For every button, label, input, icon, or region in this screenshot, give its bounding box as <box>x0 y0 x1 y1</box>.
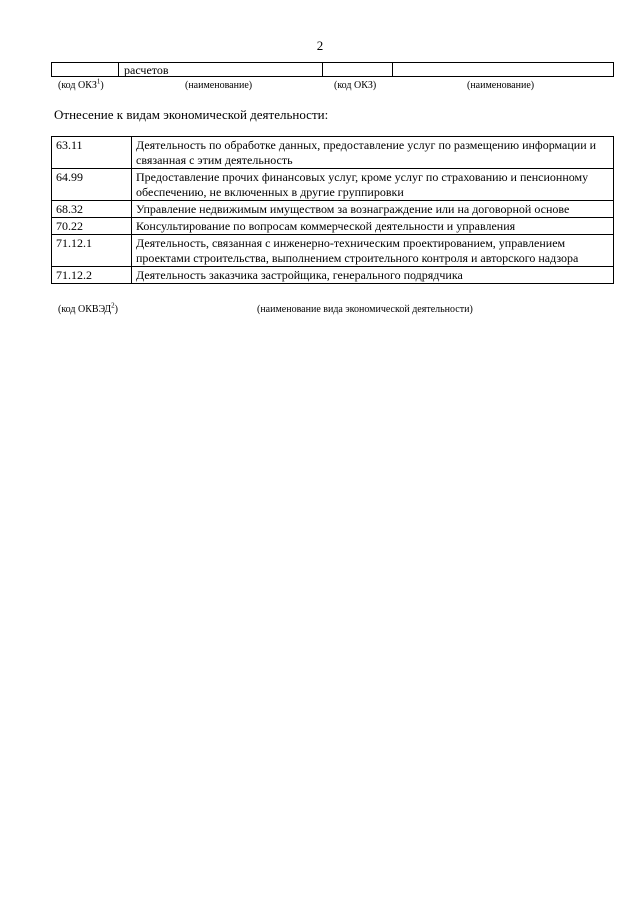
okz-cell-divider <box>392 63 393 76</box>
okved-code: 70.22 <box>52 218 132 235</box>
okved-code: 64.99 <box>52 169 132 201</box>
table-row <box>52 267 614 284</box>
okved-code: 68.32 <box>52 201 132 218</box>
table-row <box>52 169 614 201</box>
table-row <box>52 235 614 267</box>
okved-code-caption: (код ОКВЭД$^2$) <box>58 301 118 315</box>
okved-name: Управление недвижимым имуществом за вознаграждение или на договорной основе <box>132 201 614 218</box>
okz-code-caption: (код ОКЗ$^1$) <box>58 77 104 91</box>
okz-cell-divider <box>118 63 119 76</box>
okved-code: 71.12.2 <box>52 267 132 284</box>
okz-table <box>51 62 614 77</box>
okved-name: Предоставление прочих финансовых услуг, кроме услуг по страхованию и пенсионному обеспечению, не включенных в другие группировки <box>132 169 614 201</box>
okved-code: 63.11 <box>52 137 132 169</box>
okved-table <box>51 136 614 284</box>
okved-name-caption: (наименование вида экономической деятельности) <box>257 304 473 315</box>
okved-name: Деятельность, связанная с инженерно-техническим проектированием, управлением проектами строительства, выполнением строительного контроля и авторского надзора <box>132 235 614 267</box>
okved-name: Деятельность по обработке данных, предоставление услуг по размещению информации и связанная с этим деятельность <box>132 137 614 169</box>
okz-name-caption-2: (наименование) <box>467 80 535 91</box>
table-row <box>52 218 614 235</box>
okved-name: Деятельность заказчика застройщика, генерального подрядчика <box>132 267 614 284</box>
okved-code: 71.12.1 <box>52 235 132 267</box>
table-row <box>52 201 614 218</box>
table-row <box>52 137 614 169</box>
okz-code-caption-2: (код ОКЗ) <box>334 80 377 91</box>
okz-cell-divider <box>322 63 323 76</box>
section-title: Отнесение к видам экономической деятельности: <box>54 107 329 122</box>
page-number: 2 <box>316 38 324 53</box>
okz-name-cell: расчетов <box>124 63 169 77</box>
okz-name-caption: (наименование) <box>185 80 253 91</box>
okved-name: Консультирование по вопросам коммерческой деятельности и управления <box>132 218 614 235</box>
